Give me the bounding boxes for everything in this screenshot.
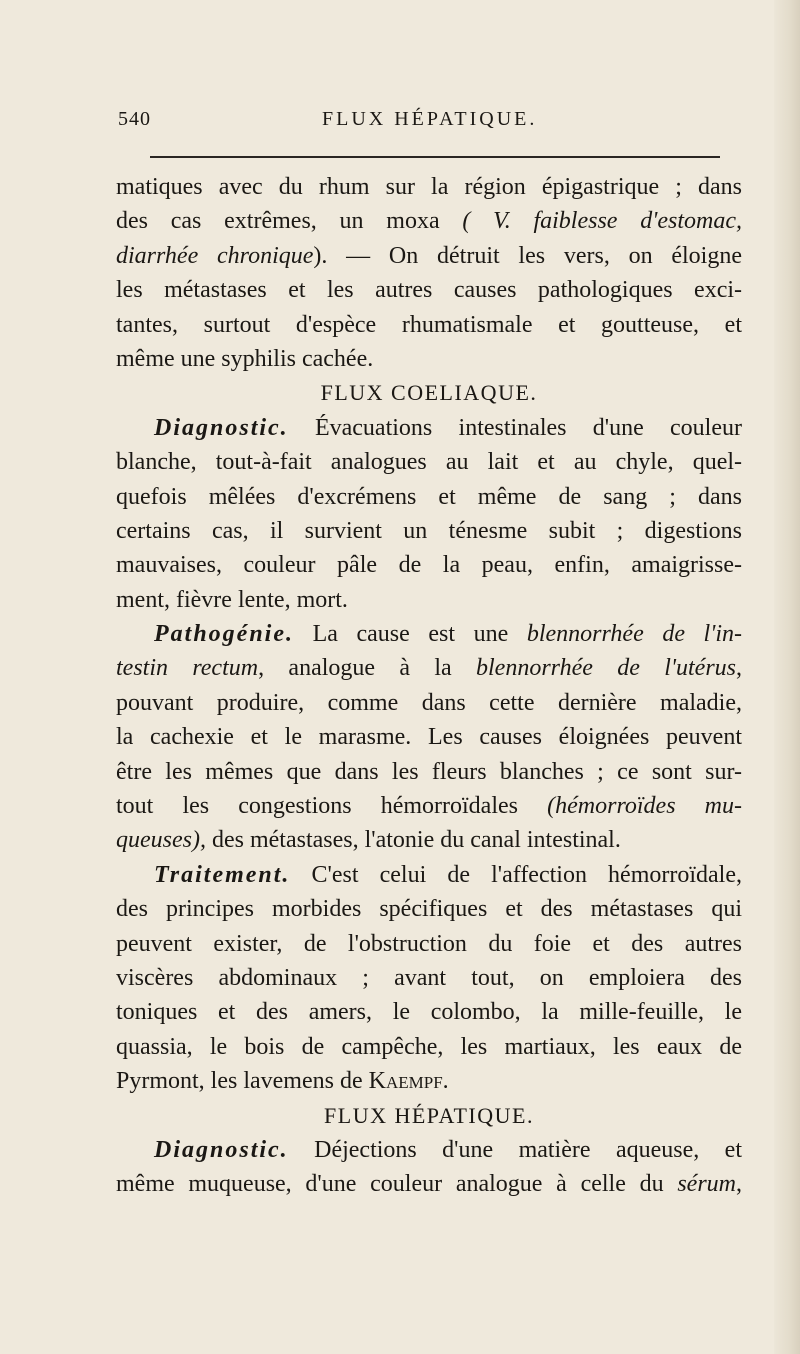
text-line <box>116 308 742 342</box>
section-heading <box>116 376 742 410</box>
text-run: sérum <box>677 1171 736 1198</box>
text-run: FLUX COELIAQUE. <box>320 380 538 406</box>
text-line <box>116 342 742 376</box>
text-line <box>116 651 742 685</box>
page-number: 540 <box>118 108 151 130</box>
text-line <box>116 892 742 926</box>
text-line <box>116 720 742 754</box>
text-line <box>116 686 742 720</box>
text-run: ). — On détruit les vers, on éloigne <box>313 242 742 269</box>
text-run: ment, fièvre lente, mort. <box>116 586 348 613</box>
text-line <box>116 1030 742 1064</box>
text-run: peuvent exister, de l'obstruction du foie et des autres <box>116 930 742 957</box>
text-run: , <box>736 1171 742 1198</box>
text-run: quassia, le bois de campêche, les martiaux, les eaux de <box>116 1033 742 1060</box>
text-line <box>116 239 742 273</box>
text-line <box>116 1167 742 1201</box>
text-run: quefois mêlées d'excrémens et même de sang ; dans <box>116 483 742 510</box>
text-run: matiques avec du rhum sur la région épigastrique ; dans <box>116 174 742 200</box>
text-run: FLUX HÉPATIQUE. <box>324 1102 534 1128</box>
header-rule <box>150 156 720 158</box>
text-run: mauvaises, couleur pâle de la peau, enfin, amaigrisse- <box>116 552 742 579</box>
text-run: ( V. faiblesse d'estomac, <box>462 208 742 235</box>
text-line <box>116 170 742 204</box>
text-line <box>116 927 742 961</box>
text-run: viscères abdominaux ; avant tout, on emploiera des <box>116 964 742 991</box>
text-line <box>116 411 742 445</box>
text-line <box>116 445 742 479</box>
text-line <box>116 617 742 651</box>
text-line <box>116 789 742 823</box>
text-run: queuses), <box>116 827 212 854</box>
text-run: tantes, surtout d'espèce rhumatismale et goutteuse, et <box>116 311 742 338</box>
text-run: tout les congestions hémorroïdales <box>116 793 548 820</box>
section-label: Diagnostic. <box>154 1136 289 1163</box>
text-run: les métastases et les autres causes pathologiques exci- <box>116 277 742 304</box>
text-run: toniques et des amers, le colombo, la mille-feuille, le <box>116 999 742 1026</box>
text-line <box>116 961 742 995</box>
text-run: des métastases, l'atonie du canal intestinal. <box>211 827 621 854</box>
body-text <box>116 170 742 1202</box>
text-run: Kaempf. <box>368 1068 449 1095</box>
text-line <box>116 1133 742 1167</box>
text-run: (hémorroïdes mu- <box>547 793 743 820</box>
text-line <box>116 548 742 582</box>
section-heading <box>116 1099 742 1133</box>
text-run: , <box>736 655 743 682</box>
text-run: être les mêmes que dans les fleurs blanches ; ce sont sur- <box>116 758 742 785</box>
text-run: blennorrhée de l'in- <box>526 621 743 648</box>
running-title: FLUX HÉPATIQUE. <box>322 108 538 130</box>
text-run: diarrhée chronique <box>116 242 314 269</box>
text-line <box>116 514 742 548</box>
page-edge <box>774 0 800 1354</box>
text-run: , analogue à la <box>258 655 477 682</box>
text-run: La cause est une <box>294 621 527 648</box>
text-run: la cachexie et le marasme. Les causes éloignées peuvent <box>116 724 742 751</box>
text-run: blennorrhée de l'utérus <box>476 655 737 682</box>
text-line <box>116 204 742 238</box>
text-run: C'est celui de l'affection hémorroïdale, <box>290 861 742 888</box>
page-header <box>118 108 718 140</box>
text-run: Pyrmont, les lavemens de <box>116 1068 369 1095</box>
text-run: Évacuations intestinales d'une couleur <box>288 414 742 441</box>
section-label: Diagnostic. <box>154 414 289 441</box>
text-line <box>116 583 742 617</box>
text-line <box>116 995 742 1029</box>
text-run: même muqueuse, d'une couleur analogue à celle du <box>116 1171 678 1198</box>
text-run: certains cas, il survient un ténesme subit ; digestions <box>116 517 742 544</box>
section-label: Traitement. <box>154 861 291 888</box>
text-line <box>116 858 742 892</box>
text-line <box>116 823 742 857</box>
text-run: pouvant produire, comme dans cette dernière maladie, <box>116 689 742 716</box>
section-label: Pathogénie. <box>154 621 294 648</box>
text-run: blanche, tout-à-fait analogues au lait et au chyle, quel- <box>116 449 742 476</box>
text-run: des principes morbides spécifiques et des métastases qui <box>116 896 742 923</box>
text-run: Déjections d'une matière aqueuse, et <box>288 1136 742 1163</box>
text-run: testin rectum <box>116 655 259 682</box>
text-run: même une syphilis cachée. <box>116 345 374 372</box>
text-line <box>116 1064 742 1098</box>
text-run: des cas extrêmes, un moxa <box>116 208 463 235</box>
text-line <box>116 755 742 789</box>
text-line <box>116 273 742 307</box>
text-line <box>116 480 742 514</box>
